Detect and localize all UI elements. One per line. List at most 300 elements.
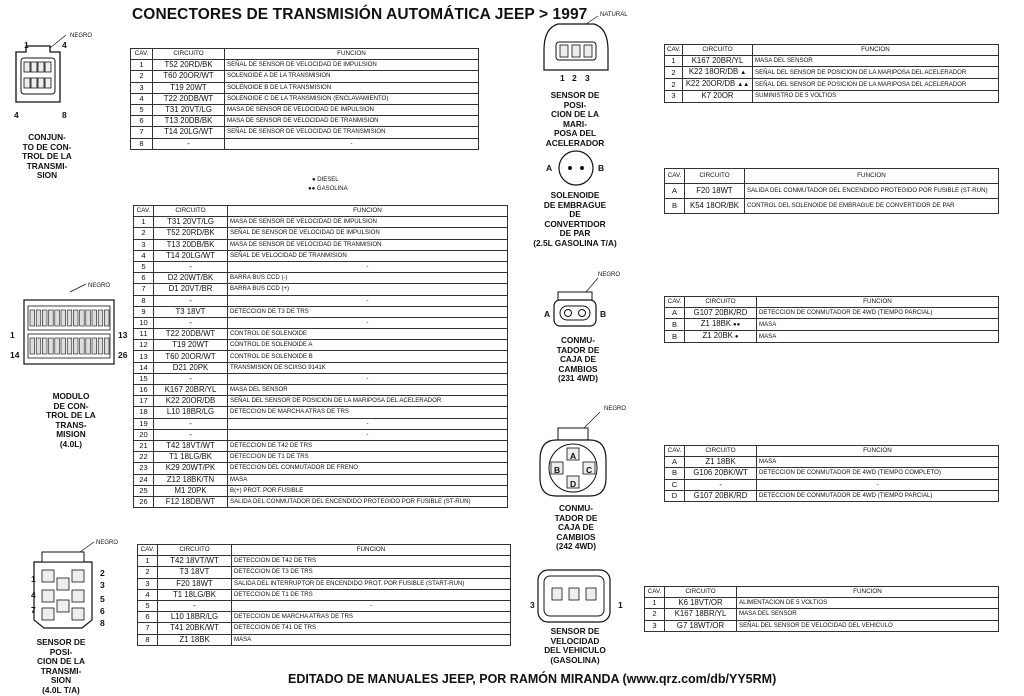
function-cell: - (228, 418, 508, 429)
table-row (134, 351, 508, 362)
table-row (134, 250, 508, 261)
function-cell: SEÑAL DE SENSOR DE VELOCIDAD DE IMPULSION (228, 228, 508, 239)
function-cell: DETECCION DE MARCHA ATRAS DE TRS (228, 407, 508, 418)
header-funcion: FUNCION (753, 45, 999, 56)
circuit-code: T52 20RD/BK (164, 60, 213, 70)
circuit-cell (154, 329, 228, 340)
circuit-cell (158, 634, 232, 645)
circuit-cell (153, 82, 225, 93)
variant-mark: ▲▲ (737, 82, 750, 89)
circuit-code: D1 20VT/BR (168, 284, 213, 294)
modulo-cavity (49, 338, 54, 354)
function-cell: ALIMENTACION DE 5 VOLTIOS (737, 598, 999, 609)
function-cell: MASA DEL SENSOR (753, 56, 999, 67)
solenoide-pinout-table (664, 168, 999, 214)
circuit-cell (154, 452, 228, 463)
cavity-cell: 13 (134, 351, 154, 362)
modulo-cavity (104, 338, 109, 354)
circuit-cell (154, 485, 228, 496)
circuit-code: T14 20LG/WT (166, 250, 215, 260)
table-row (665, 331, 999, 343)
cavity-cell: B (665, 199, 685, 214)
modulo-cavity (92, 310, 97, 326)
cavity-cell: 2 (665, 67, 683, 79)
circuit-code: - (189, 317, 192, 327)
table-row (138, 578, 511, 589)
sensor-trans-pin-3: 3 (100, 580, 105, 590)
table-row (134, 284, 508, 295)
mariposa-pin-1: 1 (560, 73, 565, 83)
modulo-pin-13: 13 (118, 330, 128, 340)
function-cell: DETECCION DE T1 DE TRS (228, 452, 508, 463)
circuit-code: T1 18LG/BK (169, 452, 212, 462)
circuit-cell (154, 362, 228, 373)
header-cav: CAV. (138, 545, 158, 556)
modulo-cavity (73, 338, 78, 354)
table-row (665, 67, 999, 79)
header-funcion: FUNCION (757, 297, 999, 308)
circuit-cell (158, 567, 232, 578)
circuit-cell (154, 351, 228, 362)
circuit-code: D2 20WT/BK (167, 273, 214, 283)
function-cell: MASA DE SENSOR DE VELOCIDAD DE IMPULSION (225, 104, 479, 115)
table-row (645, 598, 999, 609)
table-row (134, 261, 508, 272)
modulo-pin-26: 26 (118, 350, 128, 360)
conm242-label: CONMU- TADOR DE CAJA DE CAMBIOS (242 4WD) (554, 503, 598, 552)
cavity-cell: 19 (134, 418, 154, 429)
cavity-cell: 12 (134, 340, 154, 351)
circuit-code: K167 18BR/YL (674, 609, 727, 619)
table-row (134, 306, 508, 317)
cavity-cell: 3 (138, 578, 158, 589)
cavity-cell: 2 (665, 79, 683, 91)
sensor-trans-pinout-table (137, 544, 511, 646)
modulo-callout: NEGRO (88, 283, 111, 289)
cavity-cell: 5 (134, 261, 154, 272)
function-cell: - (228, 261, 508, 272)
circuit-code: K167 20BR/YL (691, 56, 744, 66)
circuit-code: Z1 18BK (179, 634, 210, 644)
mariposa-label: SENSOR DE POSI- CION DE LA MARI- POSA DEL ACELERADOR (545, 90, 605, 148)
modulo-cavity (55, 338, 60, 354)
cavity-cell: 6 (134, 273, 154, 284)
function-cell: - (228, 373, 508, 384)
conm231-label: CONMU- TADOR DE CAJA DE CAMBIOS (231 4WD) (556, 335, 600, 384)
function-cell: MASA (757, 319, 999, 331)
cavity-cell: 6 (138, 612, 158, 623)
function-cell: SEÑAL DE SENSOR DE VELOCIDAD DE IMPULSION (225, 60, 479, 71)
table-row (134, 362, 508, 373)
function-cell: DETECCION DE T3 DE TRS (228, 306, 508, 317)
circuit-cell (154, 463, 228, 474)
modulo-pin-14: 14 (10, 350, 20, 360)
table-row (665, 79, 999, 91)
circuit-cell (154, 418, 228, 429)
circuit-code: K22 20OR/DB (165, 396, 216, 406)
circuit-cell (154, 217, 228, 228)
table-row (134, 452, 508, 463)
table-row (134, 295, 508, 306)
cavity-cell: A (665, 308, 685, 319)
circuit-code: T3 18VT (179, 567, 210, 577)
circuit-cell (153, 71, 225, 82)
circuit-code: T22 20DB/WT (165, 329, 216, 339)
circuit-cell (685, 184, 745, 199)
cavity-cell: 21 (134, 440, 154, 451)
modulo-cavity (30, 338, 35, 354)
circuit-cell (154, 440, 228, 451)
table-row (134, 474, 508, 485)
function-cell: CONTROL DEL SOLENOIDE DE EMBRAGUE DE CONVERTIDOR DE PAR (745, 199, 999, 214)
circuit-cell (154, 284, 228, 295)
table-row (645, 620, 999, 631)
header-circuito: CIRCUITO (685, 169, 745, 184)
modulo-cavity (49, 310, 54, 326)
function-cell: DETECCION DE T42 DE TRS (228, 440, 508, 451)
cavity-cell: 3 (131, 82, 153, 93)
cavity-cell: 23 (134, 463, 154, 474)
modulo-cavity (92, 338, 97, 354)
circuit-cell (154, 273, 228, 284)
function-cell: DETECCION DE T42 DE TRS (232, 556, 511, 567)
cavity-cell: 1 (134, 217, 154, 228)
function-cell: - (228, 295, 508, 306)
circuit-cell (153, 93, 225, 104)
conm242-pinout-table (664, 445, 999, 502)
function-cell: SOLENOIDE A DE LA TRANSMISION (225, 71, 479, 82)
circuit-cell (683, 91, 753, 102)
cavity-cell: 8 (138, 634, 158, 645)
circuit-code: T3 18VT (175, 306, 206, 316)
circuit-code: T13 20DB/BK (164, 116, 213, 126)
circuit-code: T13 20DB/BK (166, 239, 215, 249)
circuit-code: - (189, 373, 192, 383)
table-row (134, 385, 508, 396)
conjunto-pin-1: 1 (24, 40, 29, 50)
cavity-cell: 5 (138, 600, 158, 611)
circuit-code: Z1 18BK (700, 319, 732, 329)
cavity-cell: 26 (134, 496, 154, 507)
circuit-cell (158, 600, 232, 611)
cavity-cell: 2 (131, 71, 153, 82)
modulo-connector-icon (10, 296, 120, 376)
table-row (134, 329, 508, 340)
modulo-cavity (36, 310, 41, 326)
table-row (665, 308, 999, 319)
function-cell: - (757, 479, 999, 490)
function-cell: MASA (757, 331, 999, 343)
circuit-cell (154, 407, 228, 418)
circuit-cell (154, 396, 228, 407)
conjunto-pinout-table (130, 48, 479, 150)
table-row (134, 418, 508, 429)
sensor-trans-pin-5: 5 (100, 594, 105, 604)
circuit-cell (154, 239, 228, 250)
circuit-cell (154, 373, 228, 384)
conjunto-label: CONJUN- TO DE CON- TROL DE LA TRANSMI- SION (22, 132, 72, 181)
circuit-code: Z12 18BK/TN (166, 474, 215, 484)
cavity-cell: 1 (645, 598, 665, 609)
header-circuito: CIRCUITO (685, 446, 757, 457)
sensor-trans-pin-7: 7 (31, 605, 36, 615)
function-cell: SEÑAL DEL SENSOR DE POSICION DE LA MARIPOSA DEL ACELERADOR (228, 396, 508, 407)
function-cell: - (228, 317, 508, 328)
cavity-cell: 15 (134, 373, 154, 384)
circuit-cell (665, 609, 737, 620)
table-row (645, 609, 999, 620)
circuit-code: F20 18WT (696, 186, 733, 195)
circuit-code: T42 18VT/WT (170, 556, 219, 566)
table-row (134, 273, 508, 284)
circuit-code: K167 20BR/YL (164, 385, 217, 395)
table-row (131, 116, 479, 127)
cavity-cell: A (665, 184, 685, 199)
velocidad-label: SENSOR DE VELOCIDAD DEL VEHICULO (GASOLINA) (544, 626, 606, 665)
legend-gasolina-label: GASOLINA (316, 186, 348, 192)
cavity-cell: 16 (134, 385, 154, 396)
circuit-cell (154, 429, 228, 440)
circuit-cell (154, 474, 228, 485)
sensor-trans-label: SENSOR DE POSI- CION DE LA TRANSMI- SION (4.0L T/A) (36, 637, 86, 695)
mariposa-callout: NATURAL (600, 12, 628, 18)
circuit-code: K22 20OR/DB (685, 79, 736, 89)
modulo-cavity (80, 310, 85, 326)
cavity-cell: 8 (131, 138, 153, 149)
circuit-code: - (187, 138, 190, 148)
conjunto-pin-8: 8 (62, 110, 67, 120)
conm231-pinout-table (664, 296, 999, 343)
function-cell: DETECCION DE CONMUTADOR DE 4WD (TIEMPO PARCIAL) (757, 308, 999, 319)
conjunto-pin-4b: 4 (14, 110, 19, 120)
table-row (665, 468, 999, 479)
circuit-cell (683, 67, 753, 79)
circuit-cell (154, 317, 228, 328)
modulo-label: MODULO DE CON- TROL DE LA TRANS- MISION (4.0L) (46, 391, 96, 449)
modulo-cavity (98, 338, 103, 354)
table-row (134, 239, 508, 250)
cavity-cell: 20 (134, 429, 154, 440)
circuit-code: - (193, 601, 196, 611)
modulo-cavity (86, 310, 91, 326)
circuit-code: K7 20OR (701, 91, 734, 101)
header-cav: CAV. (134, 206, 154, 217)
legend-diesel: ● DIESEL (312, 177, 339, 183)
circuit-cell (665, 598, 737, 609)
header-funcion: FUNCION (745, 169, 999, 184)
function-cell: SUMINISTRO DE 5 VOLTIOS (753, 91, 999, 102)
function-cell: - (228, 429, 508, 440)
cavity-cell: 18 (134, 407, 154, 418)
table-row (134, 228, 508, 239)
function-cell: BARRA BUS CCD (+) (228, 284, 508, 295)
circuit-code: F20 18WT (176, 578, 213, 588)
cavity-cell: 6 (131, 116, 153, 127)
circuit-code: - (189, 418, 192, 428)
sensor-trans-connector-icon (28, 548, 108, 638)
function-cell: CONTROL DE SOLENOIDE (228, 329, 508, 340)
table-row (131, 138, 479, 149)
cavity-cell: 3 (665, 91, 683, 102)
circuit-cell (154, 496, 228, 507)
table-row (665, 457, 999, 468)
circuit-code: T60 20OR/WT (165, 351, 216, 361)
table-row (131, 60, 479, 71)
solenoide-pin-b: B (598, 163, 605, 173)
function-cell: DETECCION DE CONMUTADOR DE 4WD (TIEMPO COMPLETO) (757, 468, 999, 479)
cavity-cell: 1 (665, 56, 683, 67)
cavity-cell: 9 (134, 306, 154, 317)
mariposa-connector-icon (538, 14, 618, 84)
circuit-code: - (189, 262, 192, 272)
function-cell: CONTROL DE SOLENOIDE B (228, 351, 508, 362)
circuit-code: K29 20WT/PK (165, 463, 216, 473)
modulo-cavity (30, 310, 35, 326)
function-cell: - (232, 600, 511, 611)
circuit-cell (683, 79, 753, 91)
table-row (138, 567, 511, 578)
table-row (138, 600, 511, 611)
header-circuito: CIRCUITO (683, 45, 753, 56)
circuit-cell (154, 295, 228, 306)
header-circuito: CIRCUITO (158, 545, 232, 556)
modulo-pin-1: 1 (10, 330, 15, 340)
conm242-pin-a: A (570, 451, 577, 461)
header-circuito: CIRCUITO (153, 49, 225, 60)
cavity-cell: 14 (134, 362, 154, 373)
table-row (665, 319, 999, 331)
circuit-code: T31 20VT/LG (167, 217, 214, 227)
modulo-cavity (86, 338, 91, 354)
cavity-cell: 1 (138, 556, 158, 567)
conm242-pin-b: B (554, 465, 561, 475)
circuit-code: T60 20OR/WT (163, 71, 214, 81)
circuit-code: T41 20BK/WT (170, 623, 219, 633)
velocidad-pinout-table (644, 586, 999, 632)
cavity-cell: D (665, 490, 685, 501)
function-cell: MASA (757, 457, 999, 468)
header-funcion: FUNCION (757, 446, 999, 457)
circuit-cell (158, 612, 232, 623)
circuit-code: F12 18DB/WT (165, 496, 216, 506)
velocidad-connector-icon (536, 566, 616, 626)
circuit-code: G107 20BK/RD (693, 308, 748, 318)
header-circuito: CIRCUITO (685, 297, 757, 308)
circuit-cell (665, 620, 737, 631)
function-cell: MASA (228, 474, 508, 485)
circuit-cell (685, 319, 757, 331)
circuit-cell (685, 331, 757, 343)
cavity-cell: 17 (134, 396, 154, 407)
cavity-cell: 4 (134, 250, 154, 261)
modulo-cavity (67, 338, 72, 354)
cavity-cell: 4 (138, 589, 158, 600)
conm231-pin-a: A (544, 309, 551, 319)
function-cell: SEÑAL DEL SENSOR DE POSICION DE LA MARIPOSA DEL ACELERADOR (753, 79, 999, 91)
function-cell: SOLENOIDE B DE LA TRANSMISION (225, 82, 479, 93)
cavity-cell: 10 (134, 317, 154, 328)
table-row (131, 82, 479, 93)
circuit-code: D21 20PK (172, 362, 209, 372)
circuit-cell (158, 578, 232, 589)
table-row (134, 440, 508, 451)
modulo-cavity (73, 310, 78, 326)
table-row (134, 485, 508, 496)
function-cell: SALIDA DEL CONMUTADOR DEL ENCENDIDO PROTEGIDO POR FUSIBLE (ST-RUN) (745, 184, 999, 199)
function-cell: DETECCION DE MARCHA ATRAS DE TRS (232, 612, 511, 623)
variant-mark: ●● (733, 322, 741, 329)
table-row (131, 93, 479, 104)
circuit-cell (158, 589, 232, 600)
conm231-pin-b: B (600, 309, 607, 319)
function-cell: - (225, 138, 479, 149)
function-cell: DETECCION DE T1 DE TRS (232, 589, 511, 600)
function-cell: SALIDA DEL INTERRUPTOR DE ENCENDIDO PROT. POR FUSIBLE (START-RUN) (232, 578, 511, 589)
table-row (134, 463, 508, 474)
conjunto-pin-4: 4 (62, 40, 67, 50)
sensor-trans-pin-8: 8 (100, 618, 105, 628)
circuit-code: T19 20WT (170, 82, 207, 92)
circuit-cell (158, 623, 232, 634)
table-row (665, 199, 999, 214)
cavity-cell: 7 (131, 127, 153, 138)
function-cell: BARRA BUS CCD (-) (228, 273, 508, 284)
table-row (134, 317, 508, 328)
table-row (138, 556, 511, 567)
table-row (134, 217, 508, 228)
circuit-cell (158, 556, 232, 567)
conm242-callout: NEGRO (604, 406, 627, 412)
circuit-cell (153, 116, 225, 127)
cavity-cell: A (665, 457, 685, 468)
table-row (138, 612, 511, 623)
circuit-code: K6 18VT/OR (678, 598, 723, 608)
function-cell: SEÑAL DEL SENSOR DE POSICION DE LA MARIPOSA DEL ACELERADOR (753, 67, 999, 79)
sensor-trans-callout: NEGRO (96, 540, 119, 546)
cavity-cell: 2 (138, 567, 158, 578)
circuit-code: - (189, 295, 192, 305)
circuit-cell (685, 479, 757, 490)
table-row (138, 634, 511, 645)
cavity-cell: 3 (645, 620, 665, 631)
circuit-code: - (189, 429, 192, 439)
circuit-code: M1 20PK (174, 485, 207, 495)
function-cell: MASA DE SENSOR DE VELOCIDAD DE IMPULSION (228, 217, 508, 228)
cavity-cell: 25 (134, 485, 154, 496)
circuit-code: K54 18OR/BK (690, 201, 739, 210)
circuit-cell (154, 261, 228, 272)
circuit-cell (685, 490, 757, 501)
modulo-cavity (61, 338, 66, 354)
conm242-pin-d: D (570, 479, 577, 489)
circuit-code: L10 18BR/LG (166, 407, 215, 417)
modulo-cavity (98, 310, 103, 326)
circuit-cell (683, 56, 753, 67)
function-cell: SOLENOIDE C DE LA TRANSMISION (ENCLAVAMIENTO) (225, 93, 479, 104)
function-cell: MASA DE SENSOR DE VELOCIDAD DE TRANMISION (225, 116, 479, 127)
mariposa-pinout-table (664, 44, 999, 103)
modulo-cavity (61, 310, 66, 326)
circuit-cell (154, 228, 228, 239)
table-row (665, 56, 999, 67)
header-circuito: CIRCUITO (154, 206, 228, 217)
solenoide-label: SOLENOIDE DE EMBRAGUE DE CONVERTIDOR DE PAR (2.5L GASOLINA T/A) (533, 190, 617, 248)
modulo-cavity (80, 338, 85, 354)
cavity-cell: 24 (134, 474, 154, 485)
circuit-cell (685, 199, 745, 214)
footer-credit: EDITADO DE MANUALES JEEP, POR RAMÓN MIRANDA (www.qrz.com/db/YY5RM) (288, 672, 777, 686)
conm231-callout: NEGRO (598, 272, 621, 278)
